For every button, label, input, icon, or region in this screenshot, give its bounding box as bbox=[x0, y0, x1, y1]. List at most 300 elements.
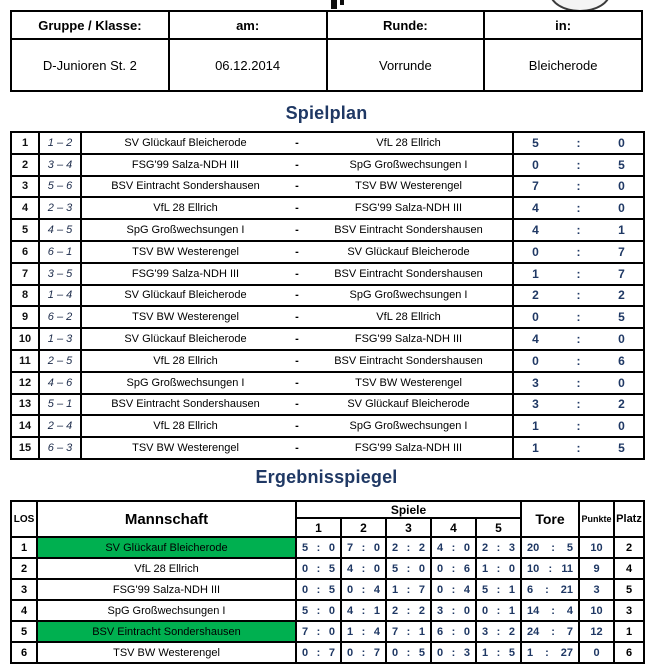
home-team: SV Glückauf Bleicherode bbox=[124, 289, 247, 302]
score-colon: : bbox=[451, 583, 456, 596]
match-teams-cell bbox=[81, 285, 513, 307]
game-1-result bbox=[296, 537, 341, 558]
score-colon: : bbox=[316, 646, 321, 659]
goals-against: 1 bbox=[373, 604, 380, 617]
score-colon: : bbox=[316, 604, 321, 617]
home-team: BSV Eintracht Sondershausen bbox=[111, 398, 260, 411]
team-separator: - bbox=[295, 202, 299, 215]
score-colon: : bbox=[451, 541, 456, 554]
away-goals: 5 bbox=[618, 310, 625, 325]
los-header: LOS bbox=[11, 501, 37, 537]
game-1-header: 1 bbox=[296, 518, 341, 537]
match-score-cell bbox=[513, 394, 644, 416]
match-pairing: 6 – 3 bbox=[39, 437, 81, 459]
game-5-result bbox=[476, 621, 521, 642]
score-colon: : bbox=[406, 562, 411, 575]
rank-value: 3 bbox=[614, 600, 644, 621]
score-colon: : bbox=[545, 583, 549, 596]
total-goals-against: 4 bbox=[566, 604, 573, 617]
game-3-result bbox=[386, 621, 431, 642]
score-colon: : bbox=[551, 625, 555, 638]
score-colon: : bbox=[576, 419, 581, 434]
match-row bbox=[11, 328, 644, 350]
match-score-cell bbox=[513, 350, 644, 372]
score-colon: : bbox=[548, 562, 553, 575]
game-4-result bbox=[431, 558, 476, 579]
match-score-cell bbox=[513, 372, 644, 394]
total-goals-for: 24 bbox=[527, 625, 540, 638]
game-2-result bbox=[341, 642, 386, 663]
match-pairing: 1 – 3 bbox=[39, 328, 81, 350]
away-team: SV Glückauf Bleicherode bbox=[347, 245, 470, 258]
total-goals-for: 6 bbox=[527, 583, 534, 596]
total-goals-for: 1 bbox=[527, 646, 534, 659]
total-goals-for: 14 bbox=[527, 604, 540, 617]
home-goals: 4 bbox=[532, 223, 539, 238]
goals-for: 0 bbox=[302, 583, 309, 596]
goals-for: 2 bbox=[392, 604, 399, 617]
game-4-result bbox=[431, 642, 476, 663]
goals-against: 0 bbox=[373, 562, 380, 575]
points-header: Punkte bbox=[579, 501, 614, 537]
games-header: Spiele bbox=[296, 501, 521, 518]
team-name: SV Glückauf Bleicherode bbox=[37, 537, 296, 558]
goals-against: 1 bbox=[508, 604, 516, 617]
lot-number: 3 bbox=[11, 579, 37, 600]
game-1-result bbox=[296, 558, 341, 579]
total-goals bbox=[521, 579, 579, 600]
goals-against: 7 bbox=[328, 646, 335, 659]
away-team: TSV BW Westerengel bbox=[355, 180, 462, 193]
score-colon: : bbox=[496, 625, 501, 638]
lot-number: 2 bbox=[11, 558, 37, 579]
score-colon: : bbox=[361, 646, 366, 659]
rank-value: 6 bbox=[614, 642, 644, 663]
game-5-result bbox=[476, 600, 521, 621]
goals-against: 0 bbox=[328, 541, 335, 554]
match-pairing: 3 – 5 bbox=[39, 263, 81, 285]
match-pairing: 6 – 1 bbox=[39, 241, 81, 263]
match-teams-cell bbox=[81, 219, 513, 241]
away-goals: 2 bbox=[618, 397, 625, 412]
home-team: BSV Eintracht Sondershausen bbox=[111, 180, 260, 193]
game-4-result bbox=[431, 600, 476, 621]
lot-number: 6 bbox=[11, 642, 37, 663]
away-team: BSV Eintracht Sondershausen bbox=[334, 224, 483, 237]
score-colon: : bbox=[545, 646, 549, 659]
game-2-result bbox=[341, 558, 386, 579]
score-colon: : bbox=[361, 541, 366, 554]
match-teams-cell bbox=[81, 306, 513, 328]
match-teams-cell bbox=[81, 197, 513, 219]
match-teams-cell bbox=[81, 132, 513, 154]
match-score-cell bbox=[513, 306, 644, 328]
score-colon: : bbox=[496, 646, 501, 659]
total-goals-against: 27 bbox=[560, 646, 573, 659]
match-number: 2 bbox=[11, 154, 39, 176]
home-goals: 0 bbox=[532, 310, 539, 325]
meta-label-row bbox=[11, 11, 642, 39]
points-value: 3 bbox=[579, 579, 614, 600]
home-goals: 5 bbox=[532, 135, 539, 150]
home-goals: 1 bbox=[532, 419, 539, 434]
match-row bbox=[11, 197, 644, 219]
home-team: SpG Großwechsungen I bbox=[126, 224, 245, 237]
total-goals-against: 11 bbox=[561, 562, 574, 575]
total-goals-against: 7 bbox=[566, 625, 573, 638]
goals-against: 4 bbox=[463, 583, 470, 596]
match-pairing: 4 – 6 bbox=[39, 372, 81, 394]
goals-for: 4 bbox=[347, 604, 354, 617]
lot-number: 5 bbox=[11, 621, 37, 642]
away-team: FSG'99 Salza-NDH III bbox=[354, 442, 463, 455]
goals-for: 1 bbox=[482, 562, 489, 575]
game-5-result bbox=[476, 537, 521, 558]
match-number: 15 bbox=[11, 437, 39, 459]
team-separator: - bbox=[295, 311, 299, 324]
score-colon: : bbox=[451, 604, 456, 617]
score-colon: : bbox=[451, 646, 456, 659]
lot-number: 1 bbox=[11, 537, 37, 558]
cut-off-letter-stroke bbox=[331, 0, 337, 9]
lot-number: 4 bbox=[11, 600, 37, 621]
rank-header: Platz bbox=[614, 501, 644, 537]
game-4-result bbox=[431, 579, 476, 600]
team-separator: - bbox=[295, 267, 299, 280]
match-number: 8 bbox=[11, 285, 39, 307]
standings-row bbox=[11, 537, 644, 558]
goals-for: 0 bbox=[302, 646, 309, 659]
goals-against: 3 bbox=[463, 646, 470, 659]
date-value: 06.12.2014 bbox=[169, 39, 327, 91]
score-colon: : bbox=[576, 244, 581, 259]
match-number: 5 bbox=[11, 219, 39, 241]
away-team: VfL 28 Ellrich bbox=[376, 311, 441, 324]
standings-row bbox=[11, 579, 644, 600]
match-score-cell bbox=[513, 263, 644, 285]
match-pairing: 6 – 2 bbox=[39, 306, 81, 328]
away-team: SpG Großwechsungen I bbox=[349, 158, 468, 171]
goals-for: 2 bbox=[392, 541, 399, 554]
home-goals: 3 bbox=[532, 397, 539, 412]
goals-for: 6 bbox=[437, 625, 444, 638]
team-separator: - bbox=[295, 354, 299, 367]
match-teams-cell bbox=[81, 437, 513, 459]
team-name: VfL 28 Ellrich bbox=[37, 558, 296, 579]
game-1-result bbox=[296, 621, 341, 642]
match-score-cell bbox=[513, 437, 644, 459]
score-colon: : bbox=[361, 562, 366, 575]
standings-row bbox=[11, 600, 644, 621]
game-3-header: 3 bbox=[386, 518, 431, 537]
match-row bbox=[11, 372, 644, 394]
game-2-result bbox=[341, 579, 386, 600]
away-team: BSV Eintracht Sondershausen bbox=[334, 267, 483, 280]
team-name: TSV BW Westerengel bbox=[37, 642, 296, 663]
game-4-header: 4 bbox=[431, 518, 476, 537]
rank-value: 4 bbox=[614, 558, 644, 579]
goals-against: 7 bbox=[373, 646, 380, 659]
cut-off-title-fragment bbox=[331, 0, 345, 9]
away-goals: 1 bbox=[618, 223, 625, 238]
date-label: am: bbox=[169, 11, 327, 39]
goals-for: 4 bbox=[437, 541, 444, 554]
score-colon: : bbox=[576, 201, 581, 216]
match-pairing: 1 – 2 bbox=[39, 132, 81, 154]
home-team: SpG Großwechsungen I bbox=[126, 376, 245, 389]
goals-against: 1 bbox=[508, 583, 516, 596]
home-team: TSV BW Westerengel bbox=[132, 311, 239, 324]
away-goals: 0 bbox=[618, 419, 625, 434]
ergebnisspiegel-title: Ergebnisspiegel bbox=[255, 467, 398, 487]
score-colon: : bbox=[576, 266, 581, 281]
score-colon: : bbox=[576, 310, 581, 325]
home-goals: 0 bbox=[532, 157, 539, 172]
match-teams-cell bbox=[81, 328, 513, 350]
goals-against: 0 bbox=[373, 541, 380, 554]
goals-for: 7 bbox=[347, 541, 354, 554]
home-goals: 1 bbox=[532, 266, 539, 281]
match-pairing: 2 – 3 bbox=[39, 197, 81, 219]
match-row bbox=[11, 241, 644, 263]
home-team: SV Glückauf Bleicherode bbox=[124, 333, 247, 346]
ergebnisspiegel-table bbox=[10, 500, 645, 664]
goals-against: 5 bbox=[418, 646, 425, 659]
round-value: Vorrunde bbox=[327, 39, 485, 91]
away-goals: 5 bbox=[618, 441, 625, 456]
team-separator: - bbox=[295, 158, 299, 171]
game-4-result bbox=[431, 537, 476, 558]
score-colon: : bbox=[361, 625, 366, 638]
game-2-result bbox=[341, 537, 386, 558]
score-colon: : bbox=[576, 179, 581, 194]
match-teams-cell bbox=[81, 263, 513, 285]
match-teams-cell bbox=[81, 372, 513, 394]
goals-against: 0 bbox=[508, 562, 516, 575]
score-colon: : bbox=[576, 157, 581, 172]
goals-against: 0 bbox=[463, 604, 470, 617]
spielplan-table bbox=[10, 131, 645, 460]
round-label: Runde: bbox=[327, 11, 485, 39]
match-number: 13 bbox=[11, 394, 39, 416]
points-value: 9 bbox=[579, 558, 614, 579]
match-row bbox=[11, 285, 644, 307]
score-colon: : bbox=[496, 562, 501, 575]
goals-for: 0 bbox=[437, 583, 444, 596]
away-goals: 6 bbox=[618, 353, 625, 368]
team-separator: - bbox=[295, 333, 299, 346]
score-colon: : bbox=[496, 541, 501, 554]
team-name: SpG Großwechsungen I bbox=[37, 600, 296, 621]
match-pairing: 2 – 5 bbox=[39, 350, 81, 372]
goals-for: 0 bbox=[347, 646, 354, 659]
rank-value: 2 bbox=[614, 537, 644, 558]
total-goals bbox=[521, 537, 579, 558]
rank-value: 1 bbox=[614, 621, 644, 642]
match-row bbox=[11, 306, 644, 328]
score-colon: : bbox=[576, 375, 581, 390]
home-goals: 7 bbox=[532, 179, 539, 194]
match-score-cell bbox=[513, 132, 644, 154]
location-value: Bleicherode bbox=[484, 39, 642, 91]
home-team: TSV BW Westerengel bbox=[132, 245, 239, 258]
home-goals: 2 bbox=[532, 288, 539, 303]
goals-against: 2 bbox=[418, 541, 425, 554]
match-teams-cell bbox=[81, 241, 513, 263]
score-colon: : bbox=[551, 604, 555, 617]
match-pairing: 5 – 1 bbox=[39, 394, 81, 416]
goals-for: 0 bbox=[347, 583, 354, 596]
score-colon: : bbox=[316, 625, 321, 638]
goals-for: 0 bbox=[437, 562, 444, 575]
goals-for: 0 bbox=[392, 646, 399, 659]
away-team: VfL 28 Ellrich bbox=[376, 136, 441, 149]
goals-against: 5 bbox=[328, 583, 335, 596]
goals-against: 0 bbox=[463, 541, 470, 554]
home-goals: 3 bbox=[532, 375, 539, 390]
away-goals: 0 bbox=[618, 201, 625, 216]
game-3-result bbox=[386, 558, 431, 579]
goals-against: 4 bbox=[373, 625, 380, 638]
goals-header: Tore bbox=[521, 501, 579, 537]
match-row bbox=[11, 437, 644, 459]
match-pairing: 1 – 4 bbox=[39, 285, 81, 307]
goals-for: 5 bbox=[392, 562, 399, 575]
match-row bbox=[11, 176, 644, 198]
match-number: 11 bbox=[11, 350, 39, 372]
cut-off-letter-stroke bbox=[340, 0, 344, 5]
group-class-label: Gruppe / Klasse: bbox=[11, 11, 169, 39]
match-pairing: 4 – 5 bbox=[39, 219, 81, 241]
team-name: BSV Eintracht Sondershausen bbox=[37, 621, 296, 642]
away-goals: 0 bbox=[618, 135, 625, 150]
match-pairing: 2 – 4 bbox=[39, 415, 81, 437]
score-colon: : bbox=[576, 135, 581, 150]
match-score-cell bbox=[513, 241, 644, 263]
match-teams-cell bbox=[81, 154, 513, 176]
match-score-cell bbox=[513, 285, 644, 307]
goals-against: 6 bbox=[463, 562, 470, 575]
away-goals: 0 bbox=[618, 332, 625, 347]
score-colon: : bbox=[496, 604, 501, 617]
match-score-cell bbox=[513, 197, 644, 219]
goals-for: 4 bbox=[347, 562, 354, 575]
team-separator: - bbox=[295, 180, 299, 193]
match-pairing: 5 – 6 bbox=[39, 176, 81, 198]
game-2-result bbox=[341, 621, 386, 642]
goals-for: 3 bbox=[482, 625, 489, 638]
game-5-result bbox=[476, 642, 521, 663]
team-separator: - bbox=[295, 136, 299, 149]
match-pairing: 3 – 4 bbox=[39, 154, 81, 176]
score-colon: : bbox=[451, 562, 456, 575]
match-teams-cell bbox=[81, 176, 513, 198]
goals-for: 7 bbox=[302, 625, 309, 638]
away-team: TSV BW Westerengel bbox=[355, 376, 462, 389]
match-number: 4 bbox=[11, 197, 39, 219]
score-colon: : bbox=[406, 583, 411, 596]
match-score-cell bbox=[513, 176, 644, 198]
goals-against: 0 bbox=[328, 604, 335, 617]
game-2-header: 2 bbox=[341, 518, 386, 537]
match-row bbox=[11, 219, 644, 241]
goals-for: 1 bbox=[392, 583, 399, 596]
meta-value-row bbox=[11, 39, 642, 91]
match-number: 6 bbox=[11, 241, 39, 263]
home-goals: 4 bbox=[532, 332, 539, 347]
score-colon: : bbox=[316, 541, 321, 554]
match-row bbox=[11, 154, 644, 176]
team-separator: - bbox=[295, 289, 299, 302]
match-row bbox=[11, 394, 644, 416]
away-goals: 7 bbox=[618, 244, 625, 259]
game-5-result bbox=[476, 558, 521, 579]
match-number: 12 bbox=[11, 372, 39, 394]
game-5-header: 5 bbox=[476, 518, 521, 537]
match-score-cell bbox=[513, 328, 644, 350]
match-score-cell bbox=[513, 219, 644, 241]
score-colon: : bbox=[576, 441, 581, 456]
group-class-value: D-Junioren St. 2 bbox=[11, 39, 169, 91]
score-colon: : bbox=[316, 562, 321, 575]
total-goals-for: 10 bbox=[527, 562, 540, 575]
total-goals-against: 5 bbox=[566, 541, 573, 554]
score-colon: : bbox=[576, 332, 581, 347]
score-colon: : bbox=[361, 604, 366, 617]
goals-for: 5 bbox=[302, 541, 309, 554]
match-teams-cell bbox=[81, 394, 513, 416]
goals-against: 7 bbox=[418, 583, 425, 596]
points-value: 10 bbox=[579, 537, 614, 558]
goals-for: 1 bbox=[347, 625, 354, 638]
standings-row bbox=[11, 558, 644, 579]
score-colon: : bbox=[576, 353, 581, 368]
standings-row bbox=[11, 642, 644, 663]
goals-against: 0 bbox=[328, 625, 335, 638]
home-team: VfL 28 Ellrich bbox=[153, 354, 218, 367]
game-3-result bbox=[386, 537, 431, 558]
game-2-result bbox=[341, 600, 386, 621]
score-colon: : bbox=[576, 288, 581, 303]
goals-for: 5 bbox=[482, 583, 489, 596]
match-teams-cell bbox=[81, 350, 513, 372]
match-number: 1 bbox=[11, 132, 39, 154]
home-team: SV Glückauf Bleicherode bbox=[124, 136, 247, 149]
game-1-result bbox=[296, 600, 341, 621]
away-team: SpG Großwechsungen I bbox=[349, 420, 468, 433]
match-number: 14 bbox=[11, 415, 39, 437]
score-colon: : bbox=[576, 223, 581, 238]
away-goals: 2 bbox=[618, 288, 625, 303]
team-separator: - bbox=[295, 245, 299, 258]
game-3-result bbox=[386, 600, 431, 621]
match-number: 9 bbox=[11, 306, 39, 328]
score-colon: : bbox=[451, 625, 456, 638]
spielplan-title: Spielplan bbox=[285, 103, 368, 123]
goals-for: 7 bbox=[392, 625, 399, 638]
match-row bbox=[11, 415, 644, 437]
meta-header-table bbox=[10, 10, 643, 92]
home-team: VfL 28 Ellrich bbox=[153, 202, 218, 215]
away-goals: 7 bbox=[618, 266, 625, 281]
score-colon: : bbox=[316, 583, 321, 596]
goals-against: 3 bbox=[508, 541, 516, 554]
goals-for: 1 bbox=[482, 646, 489, 659]
game-4-result bbox=[431, 621, 476, 642]
home-team: FSG'99 Salza-NDH III bbox=[131, 267, 240, 280]
score-colon: : bbox=[576, 397, 581, 412]
team-header: Mannschaft bbox=[37, 501, 296, 537]
